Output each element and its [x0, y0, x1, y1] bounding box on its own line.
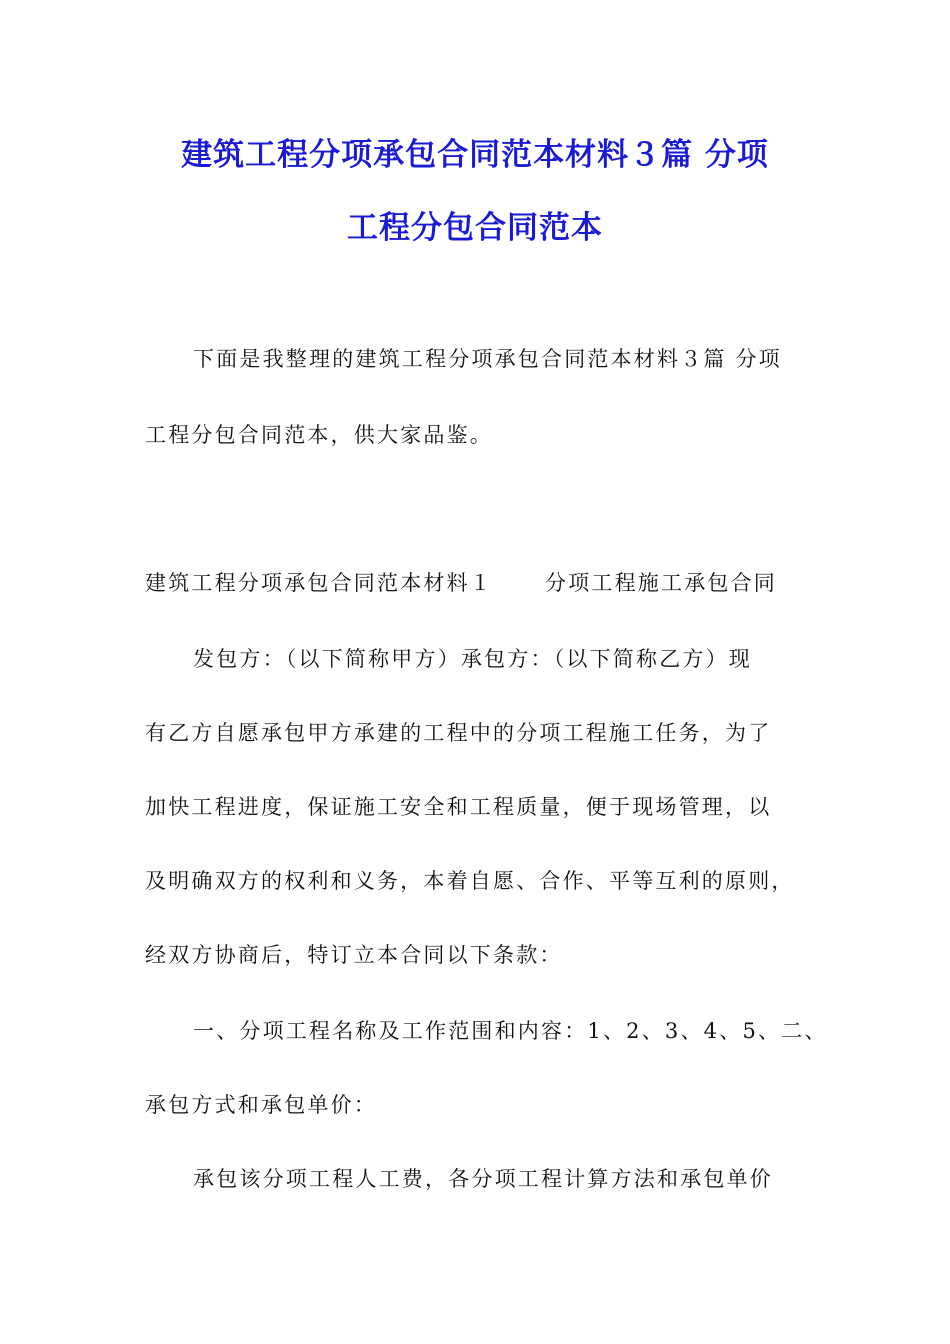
intro-line-2: 工程分包合同范本，供大家品鉴。 — [145, 423, 493, 447]
paragraph-1-line-4: 及明确双方的权利和义务，本着自愿、合作、平等互利的原则， — [145, 869, 795, 893]
paragraph-1-line-2: 有乙方自愿承包甲方承建的工程中的分项工程施工任务，为了 — [145, 721, 772, 745]
paragraph-3-line-1: 承包该分项工程人工费，各分项工程计算方法和承包单价 — [193, 1167, 773, 1191]
section-heading-right: 分项工程施工承包合同 — [545, 571, 777, 595]
section-heading-left: 建筑工程分项承包合同范本材料１ — [145, 571, 493, 595]
paragraph-1-line-5: 经双方协商后，特订立本合同以下条款： — [145, 943, 563, 967]
document-title-line-2: 工程分包合同范本 — [347, 210, 603, 246]
paragraph-1-line-1: 发包方：（以下简称甲方）承包方：（以下简称乙方）现 — [193, 647, 752, 671]
paragraph-2-line-2: 承包方式和承包单价： — [145, 1093, 377, 1117]
paragraph-1-line-3: 加快工程进度，保证施工安全和工程质量，便于现场管理，以 — [145, 795, 772, 819]
paragraph-2-line-1: 一、分项工程名称及工作范围和内容：1、2、3、4、5、二、 — [193, 1019, 828, 1043]
intro-line-1: 下面是我整理的建筑工程分项承包合同范本材料３篇 分项 — [193, 347, 782, 371]
document-title-line-1: 建筑工程分项承包合同范本材料３篇 分项 — [181, 137, 769, 173]
section-heading — [145, 568, 777, 598]
